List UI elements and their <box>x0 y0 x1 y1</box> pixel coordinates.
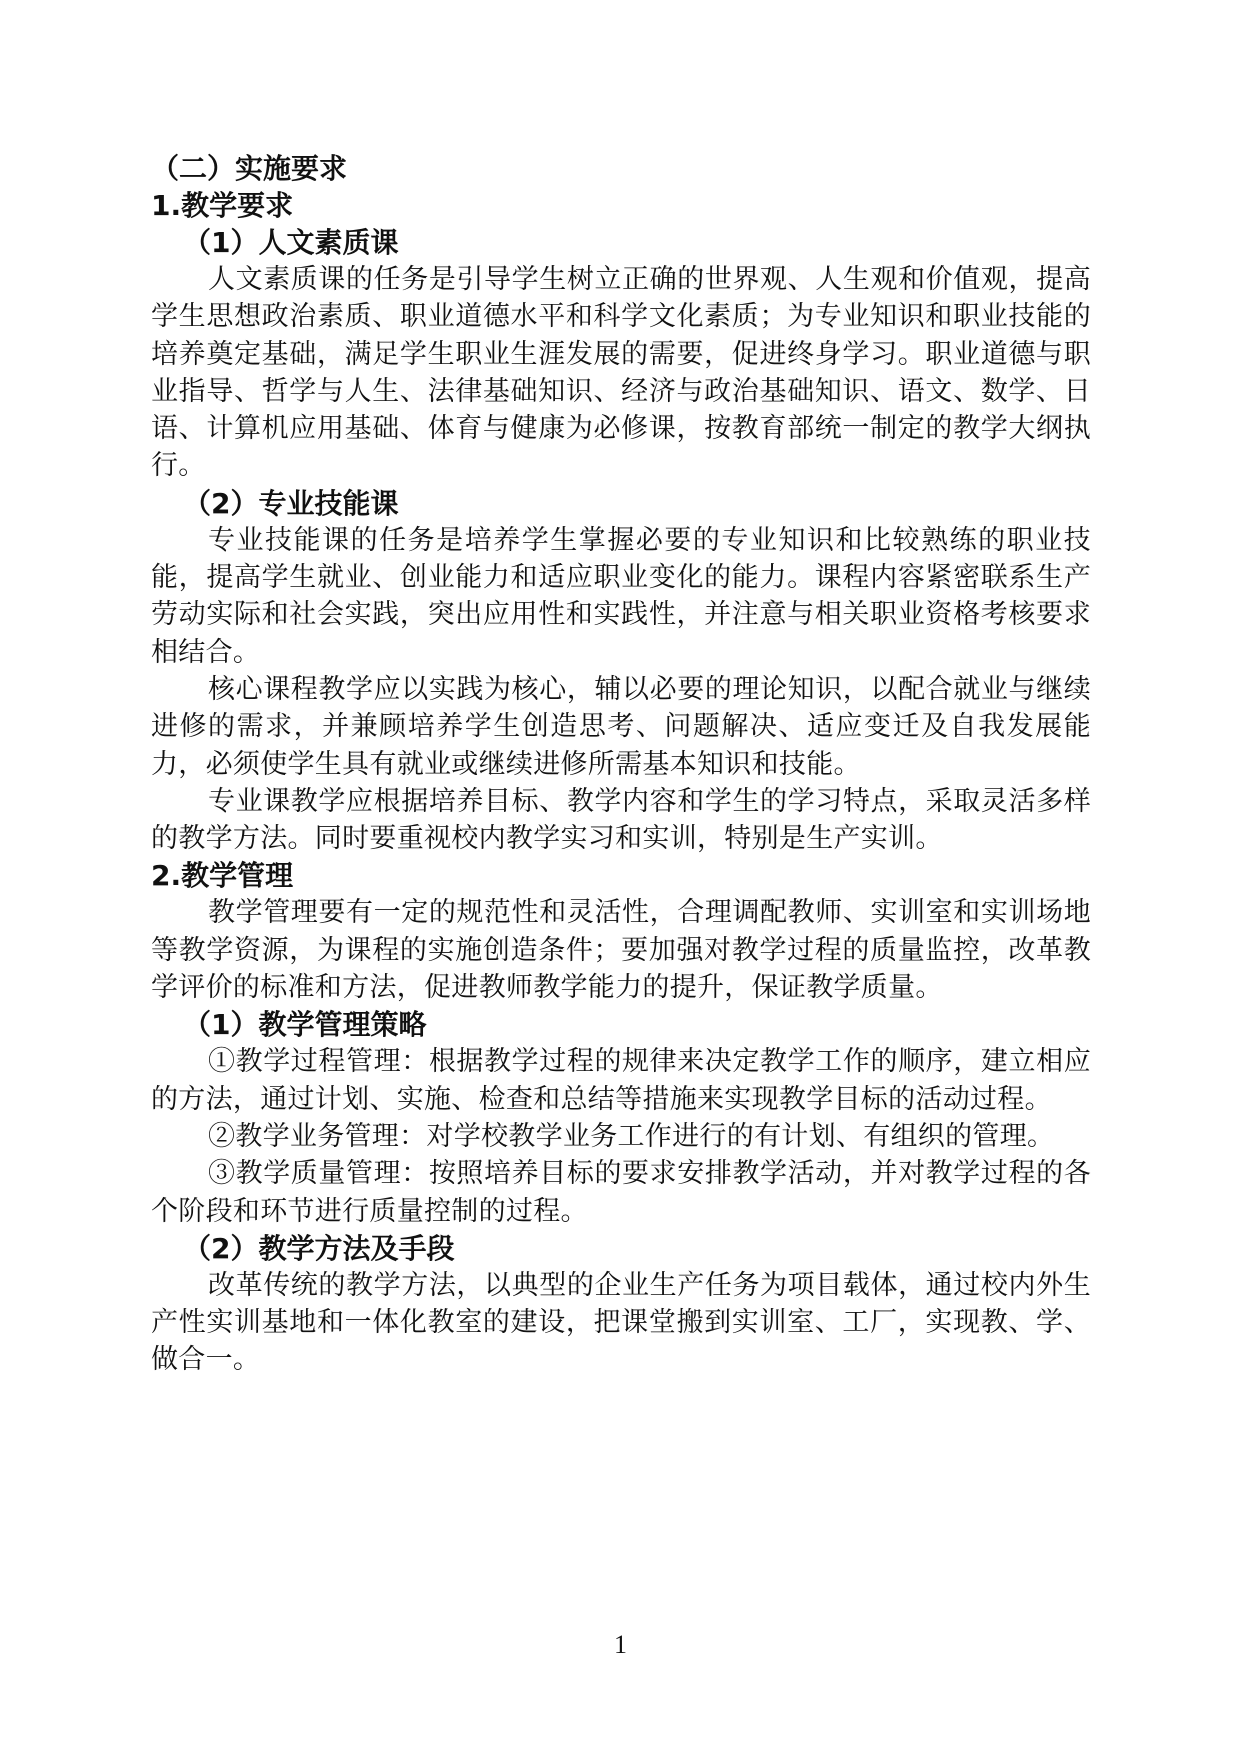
paragraph: 人文素质课的任务是引导学生树立正确的世界观、人生观和价值观，提高学生思想政治素质、职业道德水平和科学文化素质；为专业知识和职业技能的培养奠定基础，满足学生职业生涯发展的需要，促进终身学习。职业道德与职业指导、哲学与人生、法律基础知识、经济与政治基础知识、语文、数学、日语、计算机应用基础、体育与健康为必修课，按教育部统一制定的教学大纲执行。 <box>151 264 1091 482</box>
heading-humanities-course: （1）人文素质课 <box>183 226 399 259</box>
page-number: 1 <box>614 1630 627 1659</box>
paragraph: 专业技能课的任务是培养学生掌握必要的专业知识和比较熟练的职业技能，提高学生就业、创业能力和适应职业变化的能力。课程内容紧密联系生产劳动实际和社会实践，突出应用性和实践性，并注意与相关职业资格考核要求相结合。 <box>151 524 1091 668</box>
paragraph: 专业课教学应根据培养目标、教学内容和学生的学习特点，采取灵活多样的教学方法。同时要重视校内教学实习和实训，特别是生产实训。 <box>151 785 1091 855</box>
paragraph: 教学管理要有一定的规范性和灵活性，合理调配教师、实训室和实训场地等教学资源，为课程的实施创造条件；要加强对教学过程的质量监控，改革教学评价的标准和方法，促进教师教学能力的提升，保证教学质量。 <box>151 897 1091 1004</box>
heading-professional-skills-course: （2）专业技能课 <box>183 486 399 520</box>
section-heading: （二）实施要求 <box>151 152 348 185</box>
heading-management-strategy: （1）教学管理策略 <box>183 1008 427 1042</box>
heading-teaching-management: 2.教学管理 <box>151 859 294 893</box>
list-item: ③教学质量管理：按照培养目标的要求安排教学活动，并对教学过程的各个阶段和环节进行质量控制的过程。 <box>151 1158 1091 1227</box>
paragraph: 改革传统的教学方法，以典型的企业生产任务为项目载体，通过校内外生产性实训基地和一体化教室的建设，把课堂搬到实训室、工厂，实现教、学、做合一。 <box>151 1269 1091 1376</box>
list-item: ②教学业务管理：对学校教学业务工作进行的有计划、有组织的管理。 <box>208 1120 1055 1152</box>
paragraph: 核心课程教学应以实践为核心，辅以必要的理论知识，以配合就业与继续进修的需求，并兼顾培养学生创造思考、问题解决、适应变迁及自我发展能力，必须使学生具有就业或继续进修所需基本知识和技能。 <box>151 673 1091 780</box>
list-item: ①教学过程管理：根据教学过程的规律来决定教学工作的顺序，建立相应的方法，通过计划、实施、检查和总结等措施来实现教学目标的活动过程。 <box>151 1046 1091 1115</box>
heading-teaching-methods: （2）教学方法及手段 <box>183 1231 455 1265</box>
heading-teaching-requirements: 1.教学要求 <box>151 189 294 222</box>
page-content <box>151 150 1091 1379</box>
